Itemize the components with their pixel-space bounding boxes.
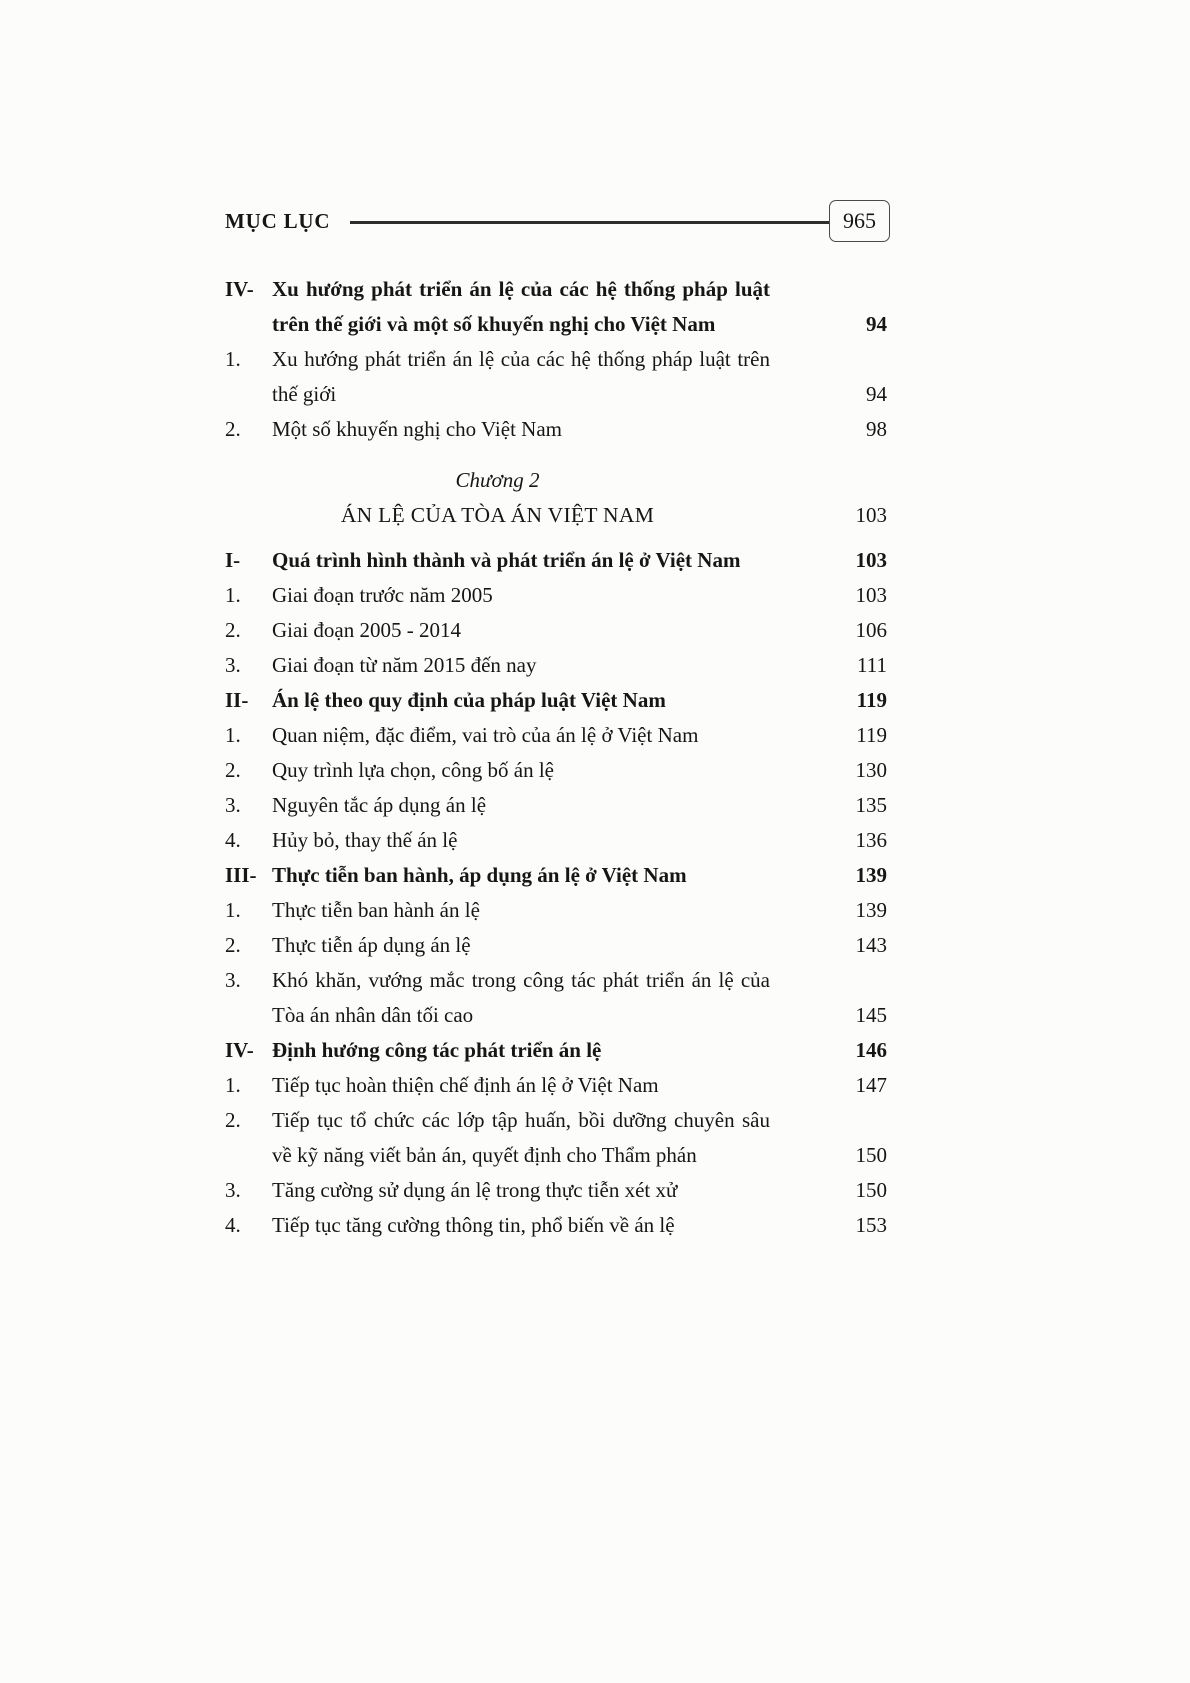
toc-row-page: 94 <box>866 312 887 336</box>
chapter-heading <box>225 463 887 533</box>
toc-row-number: III- <box>225 863 257 887</box>
toc-row-text: Thực tiễn ban hành, áp dụng án lệ ở Việt Nam <box>272 863 687 887</box>
toc-row <box>225 613 887 648</box>
toc-row-number: 1. <box>225 347 241 371</box>
toc-row <box>225 578 887 613</box>
toc-row <box>225 928 887 963</box>
toc-row-page: 119 <box>856 688 887 712</box>
toc-row <box>225 963 887 1033</box>
page-header <box>225 200 890 242</box>
toc-row-number: IV- <box>225 1038 254 1062</box>
header-rule <box>350 221 829 224</box>
toc-row-number: 3. <box>225 793 241 817</box>
toc-row-number: 1. <box>225 723 241 747</box>
toc-row-text: Quy trình lựa chọn, công bố án lệ <box>272 758 554 782</box>
toc-row-number: 2. <box>225 618 241 642</box>
toc-row-text: Hủy bỏ, thay thế án lệ <box>272 828 458 852</box>
toc-row-page: 103 <box>855 583 887 607</box>
toc-row-page: 147 <box>855 1073 887 1097</box>
toc-row-number: I- <box>225 548 241 572</box>
toc-row-text: Thực tiễn áp dụng án lệ <box>272 933 471 957</box>
toc-row <box>225 342 887 412</box>
toc-row <box>225 272 887 342</box>
toc-row-text: Một số khuyến nghị cho Việt Nam <box>272 417 562 441</box>
toc-row <box>225 683 887 718</box>
toc-row-text: Quá trình hình thành và phát triển án lệ ở Việt Nam <box>272 548 741 572</box>
toc-row <box>225 1068 887 1103</box>
toc-row <box>225 648 887 683</box>
toc-row-number: 3. <box>225 1178 241 1202</box>
toc-row-text: Thực tiễn ban hành án lệ <box>272 898 480 922</box>
toc-row-text: Định hướng công tác phát triển án lệ <box>272 1038 602 1062</box>
toc-row <box>225 788 887 823</box>
chapter-number: Chương 2 <box>455 468 540 492</box>
toc-row <box>225 893 887 928</box>
toc-row-page: 119 <box>856 723 887 747</box>
toc-row-page: 135 <box>855 793 887 817</box>
toc-row-page: 150 <box>855 1178 887 1202</box>
chapter-subtitle-line <box>225 463 887 498</box>
toc-row-text: Tiếp tục hoàn thiện chế định án lệ ở Việt Nam <box>272 1073 659 1097</box>
toc-row-page: 145 <box>855 1003 887 1027</box>
toc-row-number: 3. <box>225 653 241 677</box>
toc-row <box>225 858 887 893</box>
toc-row <box>225 1173 887 1208</box>
toc-row-page: 139 <box>855 898 887 922</box>
toc-row-page: 136 <box>855 828 887 852</box>
toc-row <box>225 543 887 578</box>
toc-row-page: 143 <box>855 933 887 957</box>
toc-row-number: 4. <box>225 828 241 852</box>
toc-row-text: Xu hướng phát triển án lệ của các hệ thống pháp luật trên thế giới <box>272 347 770 406</box>
toc-row-number: 2. <box>225 758 241 782</box>
toc-row-page: 103 <box>855 548 887 572</box>
toc-row-text: Tiếp tục tổ chức các lớp tập huấn, bồi dưỡng chuyên sâu về kỹ năng viết bản án, quyết định cho Thẩm phán <box>272 1108 770 1167</box>
toc-row-number: 3. <box>225 968 241 992</box>
toc-row-text: Khó khăn, vướng mắc trong công tác phát triển án lệ của Tòa án nhân dân tối cao <box>272 968 770 1027</box>
toc-row <box>225 718 887 753</box>
toc-row-text: Tiếp tục tăng cường thông tin, phổ biến về án lệ <box>272 1213 675 1237</box>
chapter-title: ÁN LỆ CỦA TÒA ÁN VIỆT NAM <box>340 503 655 527</box>
toc-row-text: Quan niệm, đặc điểm, vai trò của án lệ ở Việt Nam <box>272 723 699 747</box>
toc-row-page: 130 <box>855 758 887 782</box>
toc-row-number: II- <box>225 688 249 712</box>
toc-row-page: 139 <box>855 863 887 887</box>
toc-row-page: 111 <box>857 653 887 677</box>
toc-row-text: Giai đoạn trước năm 2005 <box>272 583 493 607</box>
toc-row-number: 2. <box>225 1108 241 1132</box>
toc-row-page: 146 <box>855 1038 887 1062</box>
toc-row-text: Nguyên tắc áp dụng án lệ <box>272 793 487 817</box>
toc-row-number: 1. <box>225 1073 241 1097</box>
toc-row <box>225 1033 887 1068</box>
toc-row-number: 1. <box>225 898 241 922</box>
toc-row-page: 150 <box>855 1143 887 1167</box>
toc-row <box>225 753 887 788</box>
chapter-title-line <box>225 498 887 533</box>
toc-row-page: 106 <box>855 618 887 642</box>
toc-row <box>225 412 887 447</box>
toc-row <box>225 1103 887 1173</box>
toc-row-number: 2. <box>225 417 241 441</box>
toc-row-number: 1. <box>225 583 241 607</box>
toc-row-page: 98 <box>866 417 887 441</box>
toc-row-number: IV- <box>225 277 254 301</box>
toc-list <box>225 272 887 1243</box>
page-header-title: MỤC LỤC <box>225 208 331 233</box>
toc-row-text: Xu hướng phát triển án lệ của các hệ thống pháp luật trên thế giới và một số khuyến nghị cho Việt Nam <box>272 277 770 336</box>
toc-row-text: Án lệ theo quy định của pháp luật Việt Nam <box>272 688 666 712</box>
toc-row-text: Giai đoạn từ năm 2015 đến nay <box>272 653 537 677</box>
toc-row <box>225 1208 887 1243</box>
toc-row <box>225 823 887 858</box>
chapter-page-number: 103 <box>855 503 887 527</box>
toc-row-number: 2. <box>225 933 241 957</box>
toc-row-page: 153 <box>855 1213 887 1237</box>
page-number-box: 965 <box>829 200 890 242</box>
toc-row-text: Giai đoạn 2005 - 2014 <box>272 618 461 642</box>
toc-row-text: Tăng cường sử dụng án lệ trong thực tiễn xét xử <box>272 1178 678 1202</box>
toc-row-page: 94 <box>866 382 887 406</box>
toc-row-number: 4. <box>225 1213 241 1237</box>
